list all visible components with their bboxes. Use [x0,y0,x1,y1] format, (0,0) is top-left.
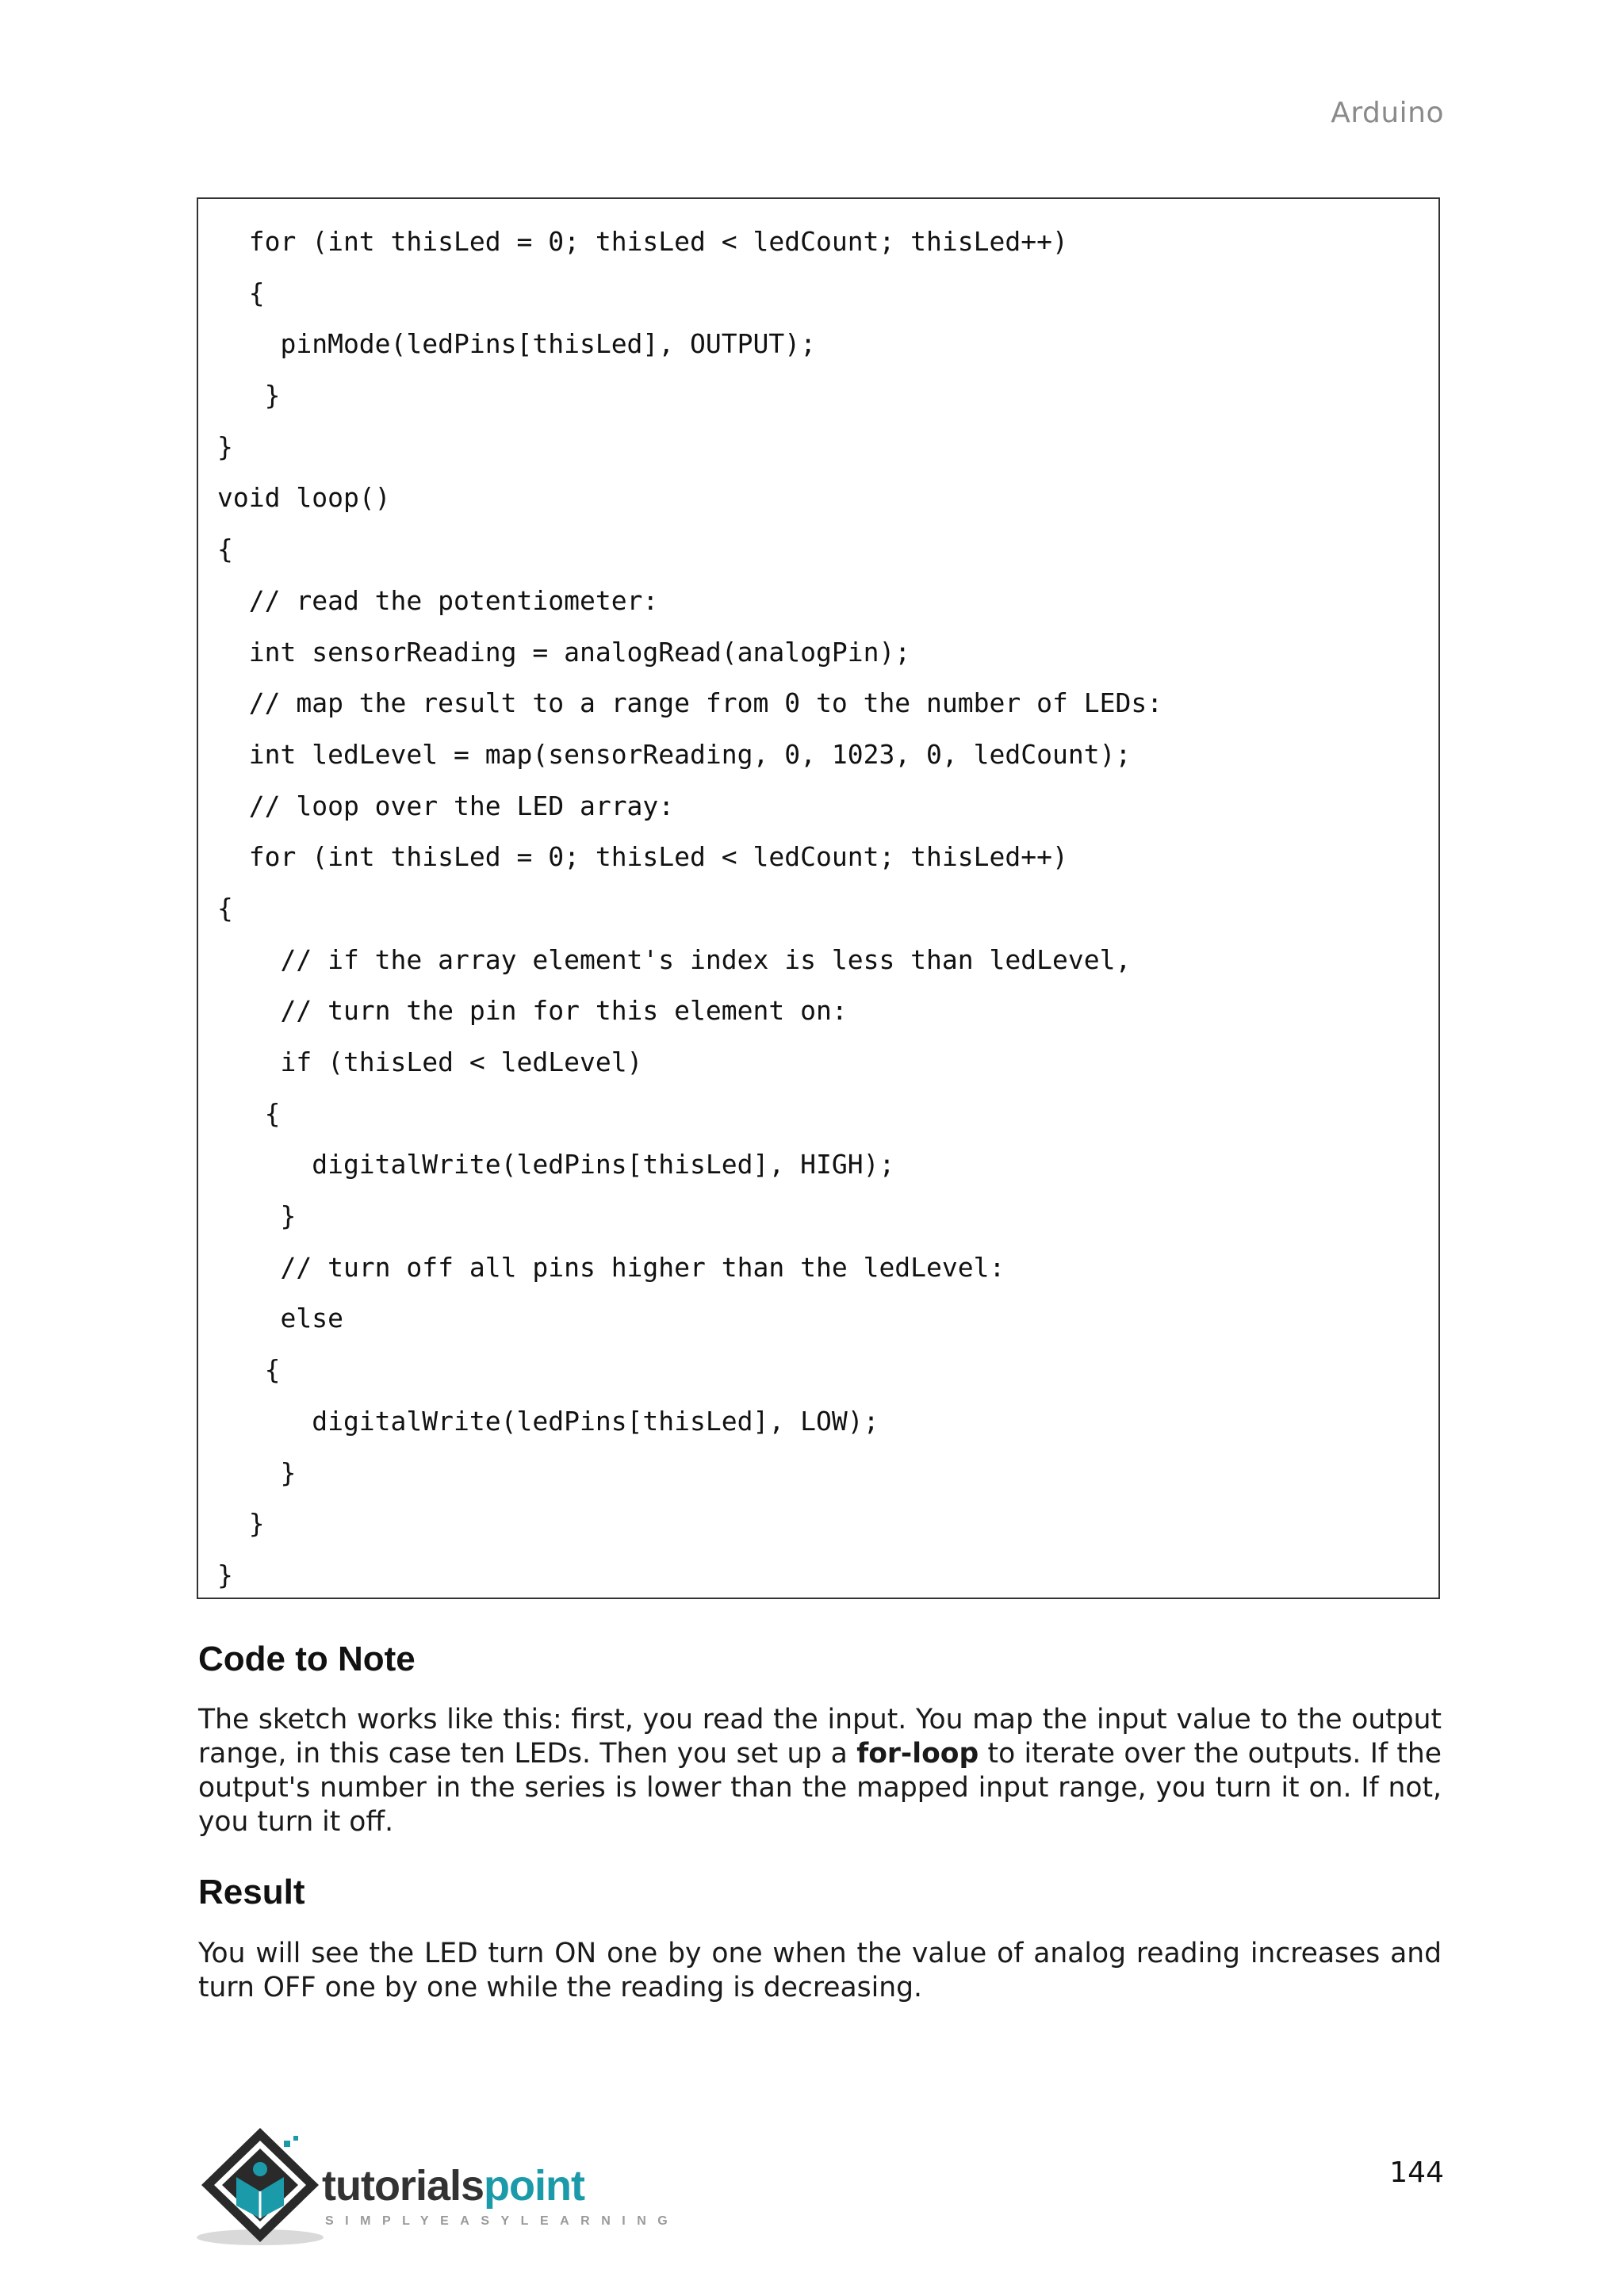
code-to-note-bold-term: for-loop [856,1738,979,1770]
running-header: Arduino [1331,97,1444,129]
logo-tagline: SIMPLYEASYLEARNING [325,2214,680,2228]
code-line: // map the result to a range from 0 to the number of LEDs: [217,687,1163,719]
code-line: int ledLevel = map(sensorReading, 0, 1023, 0, ledCount); [217,738,1132,770]
code-line: digitalWrite(ledPins[thisLed], LOW); [217,1405,879,1437]
code-to-note-text-after: to iterate over the outputs. If the output's number in the series is lower than the mapped input range, you turn it on. If not, you turn it off. [198,1738,1442,1838]
code-lines [217,216,1162,1601]
code-line: // read the potentiometer: [217,584,659,616]
code-line: } [217,430,233,462]
code-line: for (int thisLed = 0; thisLed < ledCount; thisLed++) [217,841,1068,873]
result-paragraph: You will see the LED turn ON one by one when the value of analog reading increases and turn OFF one by one while the reading is decreasing. [198,1938,1442,2003]
logo-diamond-icon [201,2128,319,2242]
code-line: { [217,1097,281,1129]
code-line: digitalWrite(ledPins[thisLed], HIGH); [217,1149,895,1181]
code-line: { [217,534,233,565]
code-line: { [217,892,233,924]
code-line: pinMode(ledPins[thisLed], OUTPUT); [217,328,816,360]
page-number: 144 [1389,2156,1444,2189]
code-line: // loop over the LED array: [217,790,675,821]
code-line: else [217,1303,343,1334]
code-line: } [217,1456,297,1488]
code-line: { [217,1354,281,1386]
code-line: // turn off all pins higher than the ledLevel: [217,1251,1005,1283]
code-line: } [217,1508,265,1540]
code-to-note-paragraph [198,1703,1442,1839]
code-line: // if the array element's index is less than ledLevel, [217,943,1132,975]
logo-brand-prefix: tutorials [322,2162,485,2210]
section-heading-result: Result [198,1873,305,1911]
code-line: } [217,380,281,411]
code-line: } [217,1559,233,1590]
code-line: if (thisLed < ledLevel) [217,1047,643,1077]
code-to-note-text-before: The sketch works like this: first, you read the input. You map the input value to the output range, in this case ten LEDs. Then you set up a [198,1704,1442,1770]
code-line: void loop() [217,482,391,514]
logo-brand-text [322,2162,585,2210]
section-heading-code-to-note: Code to Note [198,1640,416,1678]
tutorialspoint-logo [197,2125,680,2252]
code-block [197,197,1440,1599]
code-line: int sensorReading = analogRead(analogPin); [217,636,911,668]
code-line: for (int thisLed = 0; thisLed < ledCount; thisLed++) [217,226,1068,257]
code-line: { [217,277,265,308]
code-line: // turn the pin for this element on: [217,995,848,1027]
logo-brand-suffix: point [484,2162,584,2210]
code-line: } [217,1200,297,1232]
